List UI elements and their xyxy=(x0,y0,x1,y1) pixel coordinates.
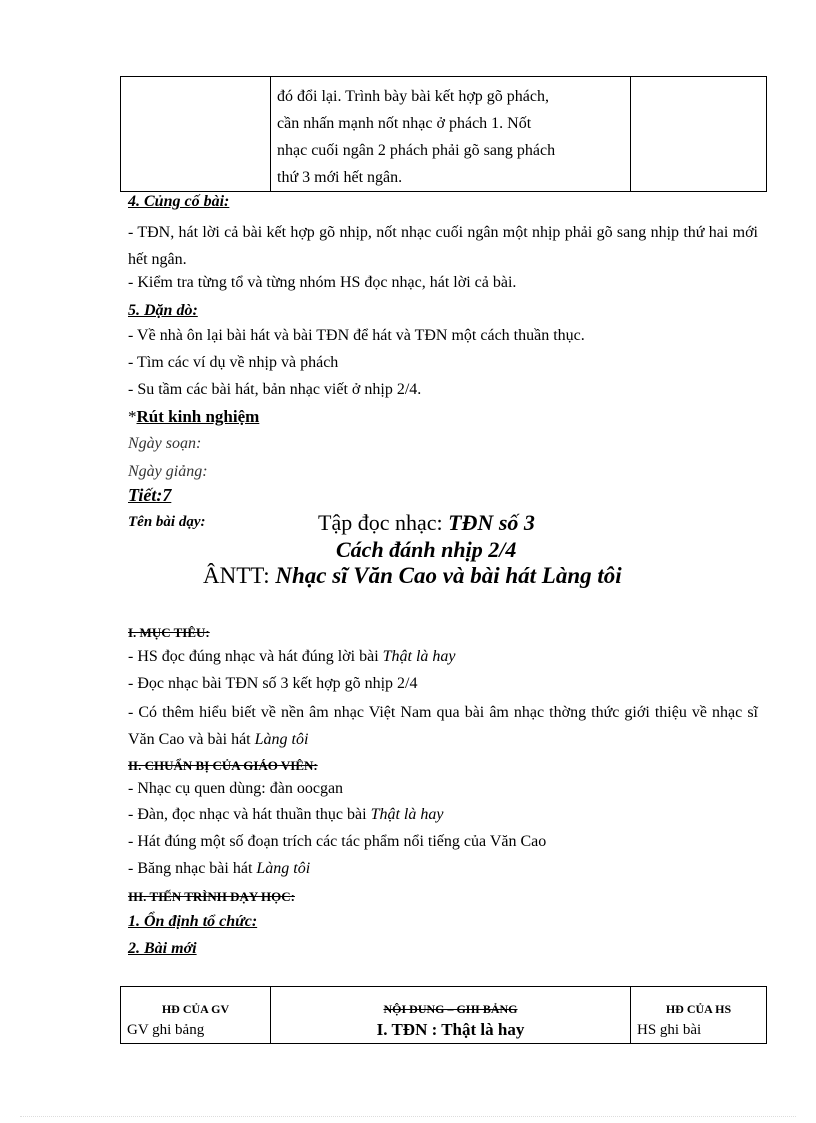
section-dando-heading: 5. Dặn dò: xyxy=(128,302,198,319)
title-antt-topic: Nhạc sĩ Văn Cao và bài hát Làng tôi xyxy=(275,563,622,588)
muctieu-item xyxy=(128,699,758,753)
header-noidung: NỘI DUNG – GHI BẢNG xyxy=(271,987,631,1018)
song-title: Làng tôi xyxy=(256,860,311,877)
section-muctieu-heading: I. MỤC TIÊU: xyxy=(128,625,210,640)
lesson-table-continued xyxy=(120,76,767,192)
tiet-number: Tiết:7 xyxy=(128,485,172,505)
cell-noidung: I. TĐN : Thật là hay xyxy=(271,1017,631,1044)
rut-kinh-nghiem xyxy=(128,407,259,427)
song-title: Làng tôi xyxy=(254,731,309,748)
content-line: nhạc cuối ngân 2 phách phải gõ sang phách xyxy=(277,142,556,159)
rut-kinh-nghiem-label: Rút kinh nghiệm xyxy=(136,407,260,426)
dando-item: - Su tầm các bài hát, bản nhạc viết ở nhịp 2/4. xyxy=(128,381,422,398)
table-cell-content xyxy=(271,77,631,192)
cell-hs: HS ghi bài xyxy=(631,1017,767,1044)
muctieu-item: - Đọc nhạc bài TĐN số 3 kết hợp gõ nhịp 2/4 xyxy=(128,675,418,692)
title-colon: : xyxy=(263,563,276,588)
muctieu-item xyxy=(128,648,456,666)
chuanbi-text: - Băng nhạc bài hát xyxy=(128,860,257,877)
page-bottom-dotted-rule xyxy=(20,1116,796,1117)
chuanbi-item: - Hát đúng một số đoạn trích các tác phẩm nổi tiếng của Văn Cao xyxy=(128,833,547,850)
cungco-item: - Kiểm tra từng tổ và từng nhóm HS đọc nhạc, hát lời cả bài. xyxy=(128,274,517,291)
content-line: cần nhấn mạnh nốt nhạc ở phách 1. Nốt xyxy=(277,115,532,132)
song-title: Thật là hay xyxy=(382,648,456,665)
ngay-giang: Ngày giảng: xyxy=(128,463,208,480)
ngay-soan: Ngày soạn: xyxy=(128,435,202,452)
chuanbi-item xyxy=(128,806,443,824)
tientrinh-step-1: 1. Ổn định tổ chức: xyxy=(128,913,258,930)
content-line: đó đổi lại. Trình bày bài kết hợp gõ phách, xyxy=(277,88,549,105)
content-line: thứ 3 mới hết ngân. xyxy=(277,169,403,186)
section-chuanbi-heading: II. CHUẨN BỊ CỦA GIÁO VIÊN: xyxy=(128,758,318,773)
tientrinh-step-2: 2. Bài mới xyxy=(128,940,197,957)
title-tdn: TĐN số 3 xyxy=(448,510,535,535)
table-cell-gv xyxy=(121,77,271,192)
section-cungco-heading: 4. Củng cố bài: xyxy=(128,193,230,210)
title-line-2: Cách đánh nhịp 2/4 xyxy=(336,537,517,562)
chuanbi-text: - Đàn, đọc nhạc và hát thuần thục bài xyxy=(128,806,371,823)
dando-item: - Tìm các ví dụ về nhịp và phách xyxy=(128,354,339,371)
muctieu-text: - HS đọc đúng nhạc và hát đúng lời bài xyxy=(128,648,383,665)
chuanbi-item xyxy=(128,860,310,878)
section-tientrinh-heading: III. TIẾN TRÌNH DẠY HỌC: xyxy=(128,889,295,904)
header-hs: HĐ CỦA HS xyxy=(631,987,767,1018)
title-antt: ÂNTT xyxy=(203,563,264,588)
lesson-table xyxy=(120,986,767,1044)
asterisk: * xyxy=(128,407,137,426)
song-title: Thật là hay xyxy=(370,806,444,823)
table-cell-hs xyxy=(631,77,767,192)
title-line-1 xyxy=(318,510,535,536)
muctieu-text: - Có thêm hiểu biết về nền âm nhạc Việt Nam qua bài âm nhạc thờng thức giới thiệu về nhạc sĩ Văn Cao và bài hát xyxy=(128,704,758,748)
ten-bai-day-label: Tên bài dạy: xyxy=(128,514,206,530)
cell-gv: GV ghi bảng xyxy=(121,1017,271,1044)
dando-item: - Về nhà ôn lại bài hát và bài TĐN để hát và TĐN một cách thuần thục. xyxy=(128,327,585,344)
chuanbi-item: - Nhạc cụ quen dùng: đàn oocgan xyxy=(128,780,344,797)
title-prefix: Tập đọc nhạc: xyxy=(318,510,449,535)
cungco-item: - TĐN, hát lời cả bài kết hợp gõ nhịp, nốt nhạc cuối ngân một nhịp phải gõ sang nhịp thứ hai mới hết ngân. xyxy=(128,224,758,268)
header-gv: HĐ CỦA GV xyxy=(121,987,271,1018)
title-line-3 xyxy=(203,563,622,589)
